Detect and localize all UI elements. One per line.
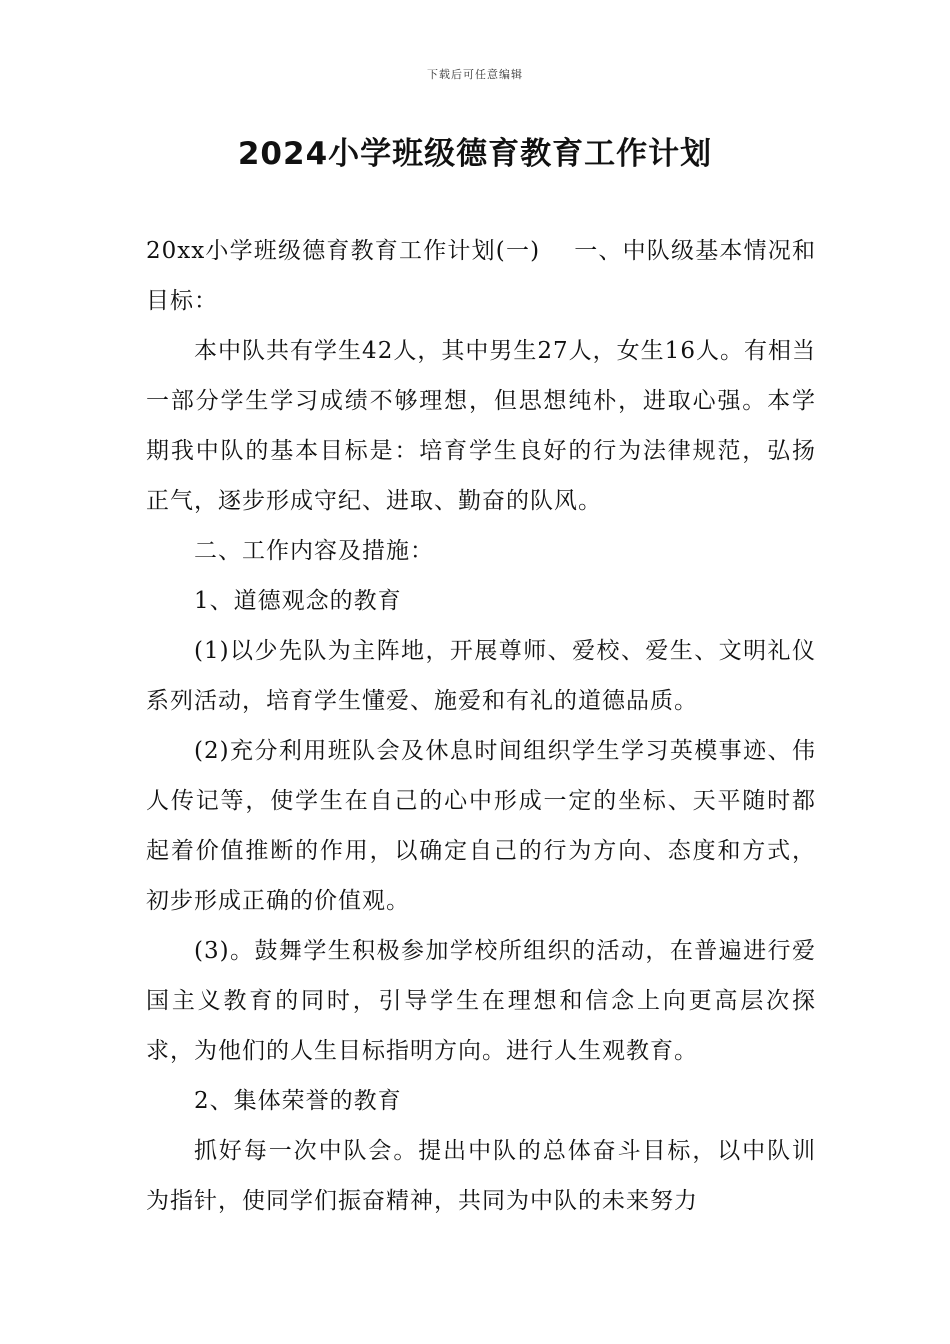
paragraph-item-2: (2)充分利用班队会及休息时间组织学生学习英模事迹、伟人传记等，使学生在自己的心中形成一定的坐标、天平随时都起着价值推断的作用，以确定自己的行为方向、态度和方式，初步形成正确的价值观。	[146, 738, 816, 914]
paragraph-section-heading: 二、工作内容及措施：	[194, 538, 434, 564]
paragraph-item-1: (1)以少先队为主阵地，开展尊师、爱校、爱生、文明礼仪系列活动，培育学生懂爱、施爱和有礼的道德品质。	[146, 638, 816, 714]
document-title: 2024小学班级德育教育工作计划	[237, 136, 713, 172]
paragraph-item-3: (3)。鼓舞学生积极参加学校所组织的活动，在普遍进行爱国主义教育的同时，引导学生在理想和信念上向更高层次探求，为他们的人生目标指明方向。进行人生观教育。	[146, 938, 816, 1064]
paragraph-honor-body: 抓好每一次中队会。提出中队的总体奋斗目标，以中队训为指针，使同学们振奋精神，共同为中队的未来努力	[146, 1138, 816, 1214]
paragraph-intro: 20xx小学班级德育教育工作计划(一) 一、中队级基本情况和目标：	[146, 238, 816, 314]
paragraph-class-situation: 本中队共有学生42人，其中男生27人，女生16人。有相当一部分学生学习成绩不够理想，但思想纯朴，进取心强。本学期我中队的基本目标是：培育学生良好的行为法律规范，弘扬正气，逐步形成守纪、进取、勤奋的队风。	[146, 338, 816, 514]
header-note: 下载后可任意编辑	[427, 68, 523, 81]
paragraph-honor-heading: 2、集体荣誉的教育	[194, 1088, 402, 1114]
paragraph-moral-heading: 1、道德观念的教育	[194, 588, 402, 614]
document-body	[146, 226, 816, 1226]
